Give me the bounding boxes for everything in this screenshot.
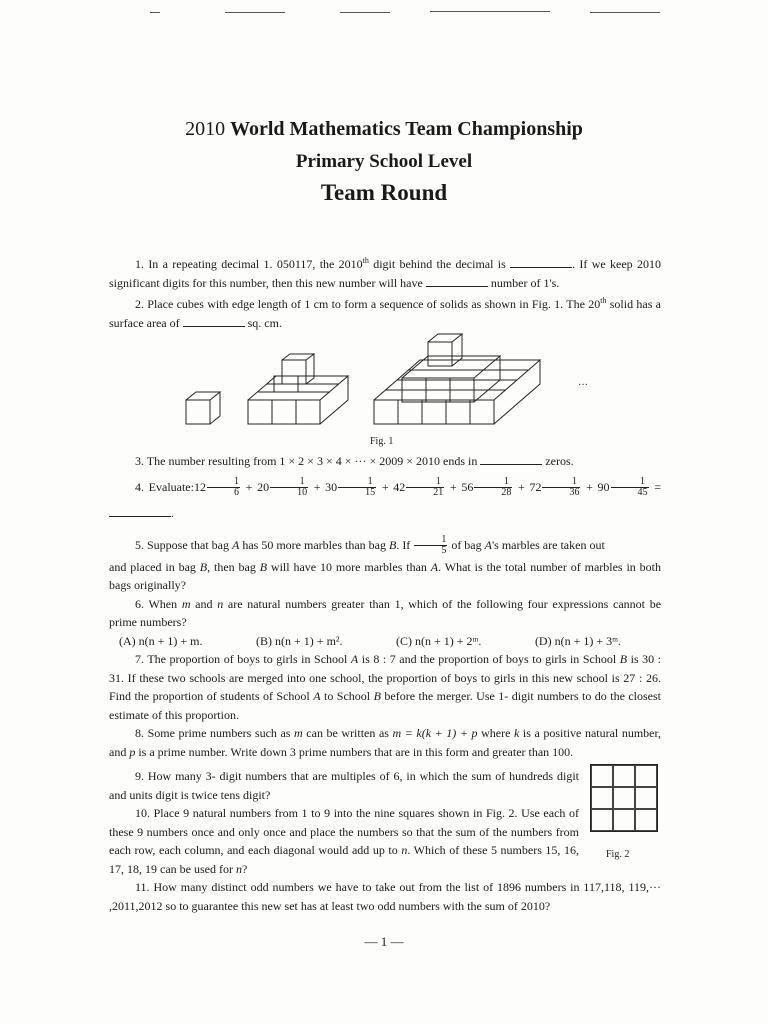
option-a[interactable]: (A) n(n + 1) + m. bbox=[119, 633, 203, 648]
figure-2-magic-square bbox=[590, 764, 658, 832]
questions-main bbox=[109, 452, 661, 915]
question-9: 9. How many 3- digit numbers that are multiples of 6, in which the sum of hundreds digit and units digit is twice tens digit? bbox=[109, 769, 579, 802]
solid-1 bbox=[186, 392, 220, 424]
question-3: 3. The number resulting from 1 × 2 × 3 × 4 × ··· × 2009 × 2010 ends in zeros. bbox=[135, 454, 574, 468]
figure-1-cube-solids bbox=[176, 320, 616, 430]
grid-cell[interactable] bbox=[591, 809, 613, 831]
figure-2-label: Fig. 2 bbox=[606, 849, 630, 860]
option-c[interactable]: (C) n(n + 1) + 2ᵐ. bbox=[396, 633, 482, 648]
exam-round: Team Round bbox=[320, 180, 448, 205]
grid-cell[interactable] bbox=[613, 787, 635, 809]
grid-cell[interactable] bbox=[635, 765, 657, 787]
solid-3 bbox=[374, 334, 540, 424]
mixed-number-whole: 12 bbox=[193, 479, 206, 494]
scan-artifact-line bbox=[150, 12, 160, 13]
mixed-number-fraction: $\frac{1}{28}$ bbox=[474, 477, 512, 498]
question-6-options bbox=[109, 632, 661, 651]
option-b[interactable]: (B) n(n + 1) + m². bbox=[256, 633, 343, 648]
operator: + bbox=[581, 479, 598, 494]
question-11: 11. How many distinct odd numbers we have to take out from the list of 1896 numbers in 117,118, 119,··· ,2011,2012 so to guarantee this new set has at least two odd numbers with the sum of 2010? bbox=[109, 880, 661, 913]
fraction: $\frac{1}{5}$ bbox=[414, 535, 447, 556]
mixed-number-whole: 56 bbox=[461, 479, 474, 494]
answer-blank[interactable] bbox=[109, 504, 171, 517]
grid-cell[interactable] bbox=[591, 765, 613, 787]
question-4: 4. Evaluate:12 $\frac{1}{6}$ + 20 $\frac{1}{10}$ + 30 $\frac{1}{15}$ + 42 $\frac{1}{21}$ + 56 $\frac{1}{28}$ + 72 $\frac{1}{36}$ + 90 $\frac{1}{45}$ = . bbox=[109, 474, 661, 526]
mixed-number-fraction: $\frac{1}{21}$ bbox=[406, 477, 444, 498]
mixed-number-whole: 20 bbox=[257, 479, 270, 494]
grid-cell[interactable] bbox=[613, 765, 635, 787]
mixed-number-fraction: $\frac{1}{45}$ bbox=[611, 477, 649, 498]
operator: = bbox=[649, 479, 661, 494]
answer-blank[interactable] bbox=[480, 452, 542, 465]
question-1: 1. In a repeating decimal 1. 050117, the 2010th digit behind the decimal is . If we keep 2010 significant digits for this number, then this new number will have number of 1's. bbox=[109, 256, 662, 290]
mixed-number-whole: 90 bbox=[597, 479, 610, 494]
questions-9-10-column bbox=[109, 767, 579, 878]
operator: + bbox=[445, 479, 462, 494]
question-8: 8. Some prime numbers such as m can be written as m = k(k + 1) + p where k is a positive natural number, and p is a prime number. Write down 3 prime numbers that are in this form and greater than 100. bbox=[109, 726, 661, 759]
question-5-cont: and placed in bag B, then bag B will have 10 more marbles than A. What is the total number of marbles in both bags originally? bbox=[109, 559, 661, 592]
scan-artifact-line bbox=[225, 12, 285, 13]
answer-blank[interactable] bbox=[510, 255, 572, 268]
figure-1-label: Fig. 1 bbox=[370, 436, 394, 447]
exam-title: 2010 World Mathematics Team Championship bbox=[185, 118, 583, 140]
scan-artifact-line bbox=[590, 12, 660, 13]
solid-2 bbox=[248, 354, 348, 424]
mixed-number-whole: 30 bbox=[325, 479, 338, 494]
page-number: — 1 — bbox=[364, 934, 404, 949]
mixed-number-fraction: $\frac{1}{6}$ bbox=[207, 477, 240, 498]
scan-artifact-line bbox=[430, 11, 550, 12]
question-7: 7. The proportion of boys to girls in School A is 8 : 7 and the proportion of boys to girls in School B is 30 : 31. If these two schools are merged into one school, the proportion of boys to girls in this new school is 27 : 26. Find the proportion of students of School A to School B before the merger. Use 1- digit numbers to do the closest estimate of this proportion. bbox=[109, 652, 662, 722]
operator: + bbox=[309, 479, 326, 494]
operator: + bbox=[513, 479, 530, 494]
grid-cell[interactable] bbox=[613, 809, 635, 831]
answer-blank[interactable] bbox=[426, 274, 488, 287]
exam-level: Primary School Level bbox=[295, 151, 473, 172]
sequence-ellipsis: ··· bbox=[578, 380, 588, 391]
option-d[interactable]: (D) n(n + 1) + 3ᵐ. bbox=[534, 633, 621, 648]
question-2: 2. Place cubes with edge length of 1 cm to form a sequence of solids as shown in Fig. 1. The 20th solid has a surface area of sq. cm. bbox=[109, 296, 661, 330]
question-10: 10. Place 9 natural numbers from 1 to 9 into the nine squares shown in Fig. 2. Use each of these 9 numbers once and only once and place the numbers so that the sum of the numbers from each row, each column, and each diagonal would add up to n. Which of these 5 numbers 15, 16, 17, 18, 19 can be used for n? bbox=[109, 806, 580, 876]
q4-expression bbox=[193, 476, 661, 499]
scan-artifact-line bbox=[340, 12, 390, 13]
mixed-number-whole: 72 bbox=[529, 479, 542, 494]
grid-cell[interactable] bbox=[635, 787, 657, 809]
question-5: 5. Suppose that bag A has 50 more marbles than bag B. If $\frac{1}{5}$ of bag A's marbles are taken out bbox=[135, 534, 605, 557]
operator: + bbox=[377, 479, 394, 494]
operator: + bbox=[240, 479, 258, 494]
title-block bbox=[0, 116, 768, 208]
mixed-number-whole: 42 bbox=[393, 479, 406, 494]
mixed-number-fraction: $\frac{1}{36}$ bbox=[542, 477, 580, 498]
question-6: 6. When m and n are natural numbers greater than 1, which of the following four expressions cannot be prime numbers? bbox=[109, 596, 662, 629]
grid-cell[interactable] bbox=[635, 809, 657, 831]
mixed-number-fraction: $\frac{1}{10}$ bbox=[270, 477, 308, 498]
grid-cell[interactable] bbox=[591, 787, 613, 809]
mixed-number-fraction: $\frac{1}{15}$ bbox=[338, 477, 376, 498]
